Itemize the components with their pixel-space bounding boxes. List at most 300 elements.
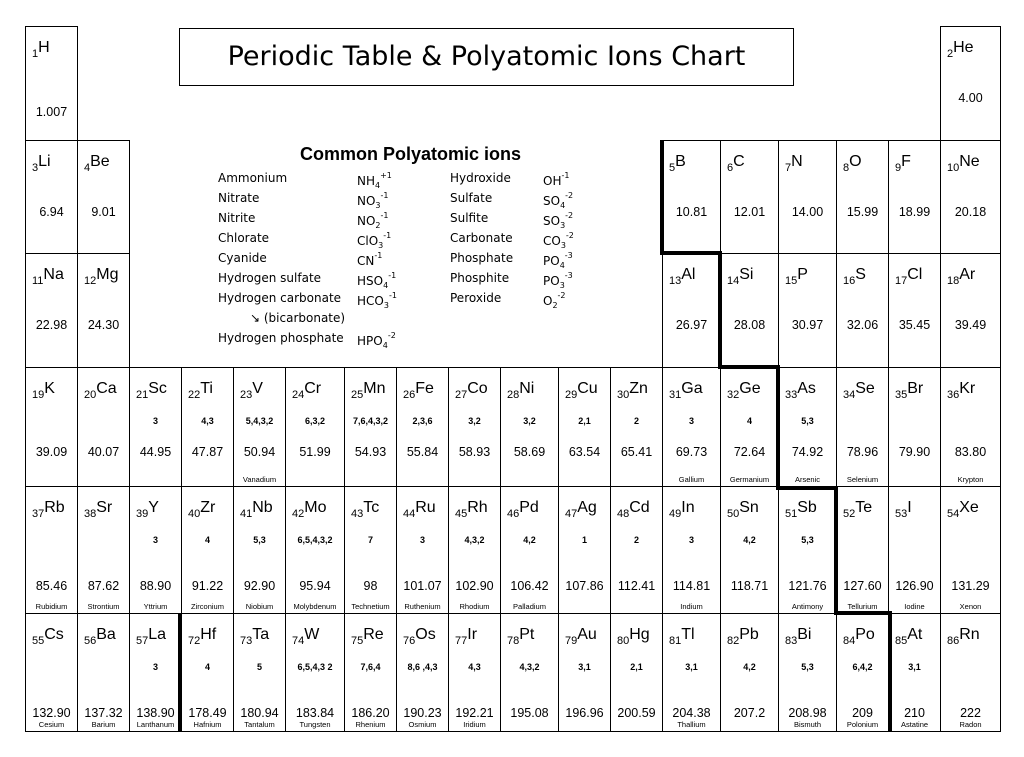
element-name: Hafnium (193, 720, 222, 729)
atomic-mass: 35.45 (898, 318, 931, 332)
element-cell-ne[interactable] (940, 140, 1001, 254)
atomic-mass: 87.62 (87, 579, 120, 593)
element-symbol (507, 626, 535, 647)
element-symbol (455, 380, 488, 401)
atomic-number: 40 (188, 508, 201, 520)
element-cell-k[interactable] (25, 367, 78, 487)
oxidation-states: 4,3,2 (464, 535, 485, 545)
atomic-number: 76 (403, 635, 416, 647)
atomic-mass: 132.90 (32, 706, 71, 720)
element-cell-au[interactable] (558, 613, 611, 732)
element-cell-at[interactable] (888, 613, 941, 732)
element-cell-rh[interactable] (448, 486, 501, 614)
element-name: Cesium (38, 720, 65, 729)
element-cell-i[interactable] (888, 486, 941, 614)
element-symbol-text: Ir (467, 626, 478, 643)
element-symbol (292, 499, 327, 520)
element-name: Selenium (846, 475, 879, 484)
element-cell-f[interactable] (888, 140, 941, 254)
element-symbol (895, 266, 923, 287)
element-symbol (32, 380, 55, 401)
polyatomic-ions-heading: Common Polyatomic ions (300, 144, 522, 164)
ion-name: Cyanide (218, 251, 267, 265)
atomic-mass: 4.00 (958, 91, 983, 105)
element-name: Rubidium (35, 602, 68, 611)
atomic-mass: 138.90 (136, 706, 175, 720)
atomic-number: 46 (507, 508, 520, 520)
element-symbol (669, 626, 695, 647)
atomic-number: 24 (292, 389, 305, 401)
oxidation-states: 7,6,4,3,2 (352, 416, 389, 426)
oxidation-states: 4,2 (523, 535, 536, 545)
element-symbol-text: P (797, 266, 808, 283)
element-cell-hg[interactable] (610, 613, 663, 732)
atomic-number: 7 (785, 162, 792, 174)
atomic-mass: 118.71 (730, 579, 769, 593)
element-cell-ni[interactable] (500, 367, 559, 487)
ion-formula: $HCO_3^{-1}$ (357, 291, 397, 310)
element-symbol-text: B (675, 153, 686, 170)
oxidation-states: 6,5,4,3,2 (297, 535, 333, 545)
element-name: Ruthenium (404, 602, 441, 611)
atomic-mass: 69.73 (675, 445, 708, 459)
element-symbol (727, 266, 754, 287)
element-symbol (785, 380, 816, 401)
atomic-mass: 192.21 (455, 706, 494, 720)
element-cell-la[interactable] (129, 613, 182, 732)
element-cell-v[interactable] (233, 367, 286, 487)
element-cell-re[interactable] (344, 613, 397, 732)
element-cell-sr[interactable] (77, 486, 130, 614)
element-symbol (240, 626, 270, 647)
element-cell-c[interactable] (720, 140, 779, 254)
element-symbol-text: Sn (739, 499, 759, 516)
element-symbol-text: Sc (148, 380, 167, 397)
atomic-mass: 183.84 (295, 706, 335, 720)
ion-formula: $SO_3^{-2}$ (543, 211, 574, 230)
element-symbol-text: As (797, 380, 816, 397)
element-name: Germanium (729, 475, 770, 484)
element-symbol (895, 153, 911, 174)
atomic-mass: 78.96 (846, 445, 879, 459)
ion-formula: $NH_4^{+1}$ (357, 171, 392, 190)
element-symbol (895, 499, 912, 520)
element-symbol-text: Zr (200, 499, 216, 516)
atomic-mass: 12.01 (733, 205, 766, 219)
element-name: Palladium (513, 602, 546, 611)
element-cell-as[interactable] (778, 367, 837, 487)
element-symbol (617, 626, 650, 647)
element-cell-cd[interactable] (610, 486, 663, 614)
element-symbol (565, 626, 597, 647)
atomic-number: 20 (84, 389, 97, 401)
element-cell-p[interactable] (778, 253, 837, 368)
atomic-mass: 196.96 (565, 706, 604, 720)
element-symbol (947, 39, 974, 60)
element-cell-ba[interactable] (77, 613, 130, 732)
element-symbol (947, 266, 976, 287)
element-cell-sc[interactable] (129, 367, 182, 487)
atomic-mass: 58.69 (513, 445, 546, 459)
bicarbonate-note: ↘ (bicarbonate) (250, 311, 346, 325)
atomic-number: 72 (188, 635, 201, 647)
element-cell-mn[interactable] (344, 367, 397, 487)
element-cell-mg[interactable] (77, 253, 130, 368)
atomic-number: 4 (84, 162, 91, 174)
element-cell-sn[interactable] (720, 486, 779, 614)
element-symbol-text: K (44, 380, 55, 397)
atomic-number: 50 (727, 508, 740, 520)
element-cell-y[interactable] (129, 486, 182, 614)
atomic-mass: 65.41 (620, 445, 653, 459)
element-cell-hf[interactable] (181, 613, 234, 732)
ion-formula-cell (357, 251, 382, 268)
ion-formula-cell (543, 171, 569, 188)
ion-name: Sulfate (450, 191, 493, 205)
atomic-number: 10 (947, 162, 960, 174)
oxidation-states: 4 (204, 662, 210, 672)
ion-formula: $PO_4^{-3}$ (543, 251, 573, 270)
atomic-number: 83 (785, 635, 798, 647)
element-symbol (507, 499, 539, 520)
element-cell-sb[interactable] (778, 486, 837, 614)
atomic-mass: 63.54 (568, 445, 601, 459)
element-cell-o[interactable] (836, 140, 889, 254)
ion-formula-cell (543, 191, 573, 210)
element-cell-zn[interactable] (610, 367, 663, 487)
element-name: Krypton (957, 475, 984, 484)
element-cell-in[interactable] (662, 486, 721, 614)
element-symbol-text: Hf (200, 626, 217, 643)
element-symbol-text: Ni (519, 380, 535, 397)
element-cell-pt[interactable] (500, 613, 559, 732)
element-cell-ca[interactable] (77, 367, 130, 487)
oxidation-states: 4,2 (743, 662, 756, 672)
atomic-mass: 92.90 (243, 579, 276, 593)
element-cell-ta[interactable] (233, 613, 286, 732)
oxidation-states: 3 (152, 416, 158, 426)
atomic-number: 25 (351, 389, 364, 401)
element-cell-h[interactable] (25, 26, 78, 141)
element-symbol (240, 499, 273, 520)
element-symbol-text: N (791, 153, 803, 170)
element-cell-cr[interactable] (285, 367, 345, 487)
element-symbol-text: O (849, 153, 862, 170)
element-symbol (136, 499, 159, 520)
element-symbol (84, 499, 113, 520)
element-cell-bi[interactable] (778, 613, 837, 732)
ion-formula: $NO_3^{-1}$ (357, 191, 389, 210)
element-name: Antimony (791, 602, 824, 611)
atomic-mass: 107.86 (565, 579, 604, 593)
element-cell-n[interactable] (778, 140, 837, 254)
element-cell-si[interactable] (720, 253, 779, 368)
element-name: Polonium (846, 720, 879, 729)
atomic-number: 5 (669, 162, 676, 174)
atomic-number: 49 (669, 508, 682, 520)
atomic-mass: 178.49 (188, 706, 227, 720)
divider-segment (660, 251, 721, 255)
oxidation-states: 3 (419, 535, 425, 545)
oxidation-states: 6,5,4,3 2 (297, 662, 333, 672)
atomic-mass: 91.22 (191, 579, 224, 593)
element-symbol-text: Na (43, 266, 64, 283)
element-symbol (727, 153, 745, 174)
element-cell-te[interactable] (836, 486, 889, 614)
element-cell-ir[interactable] (448, 613, 501, 732)
element-symbol-text: Au (577, 626, 597, 643)
atomic-mass: 131.29 (951, 579, 990, 593)
oxidation-states: 2,3,6 (412, 416, 433, 426)
atomic-number: 6 (727, 162, 734, 174)
element-cell-cl[interactable] (888, 253, 941, 368)
divider-segment (718, 365, 779, 369)
ion-name: Hydrogen carbonate (218, 291, 342, 305)
element-symbol-text: H (38, 39, 50, 56)
ion-formula-cell (357, 331, 396, 350)
element-symbol (843, 499, 873, 520)
element-cell-os[interactable] (396, 613, 449, 732)
ion-formula-cell (357, 171, 392, 190)
element-symbol (403, 380, 434, 401)
element-symbol-text: Bi (797, 626, 812, 643)
atomic-mass: 101.07 (403, 579, 442, 593)
element-symbol (403, 626, 436, 647)
element-symbol (32, 499, 65, 520)
atomic-number: 77 (455, 635, 468, 647)
oxidation-states: 3,2 (523, 416, 536, 426)
element-symbol-text: Al (681, 266, 696, 283)
element-symbol (785, 499, 817, 520)
element-cell-li[interactable] (25, 140, 78, 254)
element-cell-ag[interactable] (558, 486, 611, 614)
element-symbol (785, 626, 812, 647)
atomic-number: 17 (895, 275, 908, 287)
element-name: Vanadium (242, 475, 277, 484)
ion-name: Hydrogen sulfate (218, 271, 322, 285)
element-cell-cs[interactable] (25, 613, 78, 732)
oxidation-states: 3 (152, 662, 158, 672)
element-symbol-text: Sr (96, 499, 113, 516)
element-cell-rn[interactable] (940, 613, 1001, 732)
ion-formula-cell (357, 211, 389, 230)
element-cell-s[interactable] (836, 253, 889, 368)
atomic-mass: 204.38 (672, 706, 711, 720)
element-symbol (455, 626, 478, 647)
ion-formula-cell (357, 271, 396, 290)
element-name: Rhodium (459, 602, 490, 611)
element-cell-na[interactable] (25, 253, 78, 368)
element-symbol (727, 380, 761, 401)
atomic-mass: 50.94 (243, 445, 276, 459)
element-cell-po[interactable] (836, 613, 889, 732)
oxidation-states: 5,3 (253, 535, 266, 545)
atomic-number: 21 (136, 389, 149, 401)
atomic-mass: 126.90 (895, 579, 934, 593)
element-cell-ar[interactable] (940, 253, 1001, 368)
element-symbol-text: Ca (96, 380, 117, 397)
atomic-mass: 106.42 (510, 579, 549, 593)
element-cell-xe[interactable] (940, 486, 1001, 614)
atomic-number: 23 (240, 389, 253, 401)
ion-name: Ammonium (218, 171, 288, 185)
atomic-number: 41 (240, 508, 253, 520)
atomic-number: 34 (843, 389, 856, 401)
atomic-mass: 190.23 (403, 706, 442, 720)
element-symbol (947, 380, 976, 401)
element-cell-zr[interactable] (181, 486, 234, 614)
element-symbol (507, 380, 535, 401)
element-symbol (669, 266, 696, 287)
element-symbol (617, 499, 650, 520)
atomic-number: 48 (617, 508, 630, 520)
atomic-number: 80 (617, 635, 630, 647)
element-symbol-text: Zn (629, 380, 648, 397)
element-name: Indium (680, 602, 703, 611)
element-symbol (843, 626, 875, 647)
element-symbol (32, 153, 51, 174)
atomic-number: 9 (895, 162, 902, 174)
element-symbol (843, 153, 862, 174)
atomic-number: 33 (785, 389, 798, 401)
atomic-mass: 74.92 (791, 445, 824, 459)
element-cell-br[interactable] (888, 367, 941, 487)
element-symbol (843, 380, 875, 401)
atomic-number: 15 (785, 275, 798, 287)
element-cell-pb[interactable] (720, 613, 779, 732)
element-symbol-text: In (681, 499, 695, 516)
atomic-number: 79 (565, 635, 578, 647)
element-symbol (351, 499, 380, 520)
divider-segment (776, 486, 837, 490)
atomic-number: 57 (136, 635, 149, 647)
page-title: Periodic Table & Polyatomic Ions Chart (179, 28, 794, 86)
element-name: Barium (91, 720, 116, 729)
element-symbol (455, 499, 488, 520)
element-name: Technetium (351, 602, 390, 611)
atomic-number: 30 (617, 389, 630, 401)
element-cell-fe[interactable] (396, 367, 449, 487)
element-cell-pd[interactable] (500, 486, 559, 614)
element-symbol (136, 380, 167, 401)
oxidation-states: 4,3 (201, 416, 214, 426)
atomic-mass: 208.98 (788, 706, 827, 720)
atomic-mass: 18.99 (898, 205, 931, 219)
oxidation-states: 4,3 (468, 662, 481, 672)
oxidation-states: 2,1 (630, 662, 643, 672)
element-symbol (240, 380, 263, 401)
element-cell-se[interactable] (836, 367, 889, 487)
element-cell-ga[interactable] (662, 367, 721, 487)
divider-segment (776, 365, 780, 489)
element-symbol-text: Si (739, 266, 754, 283)
element-name: Radon (959, 720, 982, 729)
atomic-mass: 98 (363, 579, 378, 593)
element-cell-w[interactable] (285, 613, 345, 732)
element-cell-rb[interactable] (25, 486, 78, 614)
atomic-mass: 15.99 (846, 205, 879, 219)
atomic-number: 55 (32, 635, 45, 647)
element-symbol-text: Pd (519, 499, 539, 516)
element-symbol-text: Cs (44, 626, 64, 643)
element-cell-b[interactable] (662, 140, 721, 254)
element-name: Strontium (87, 602, 120, 611)
oxidation-states: 7,6,4 (360, 662, 381, 672)
element-name: Tungsten (299, 720, 331, 729)
ion-formula: $PO_3^{-3}$ (543, 271, 573, 290)
atomic-number: 54 (947, 508, 960, 520)
element-cell-be[interactable] (77, 140, 130, 254)
atomic-number: 42 (292, 508, 305, 520)
element-cell-nb[interactable] (233, 486, 286, 614)
element-symbol (669, 499, 695, 520)
divider-segment (718, 251, 722, 368)
divider-segment (660, 140, 664, 254)
element-symbol (895, 380, 924, 401)
element-cell-tc[interactable] (344, 486, 397, 614)
element-symbol-text: Tl (681, 626, 695, 643)
element-cell-kr[interactable] (940, 367, 1001, 487)
element-symbol (292, 380, 322, 401)
atomic-number: 52 (843, 508, 856, 520)
oxidation-states: 3,1 (908, 662, 921, 672)
element-symbol-text: La (148, 626, 167, 643)
element-symbol-text: Re (363, 626, 384, 643)
ion-name: Hydroxide (450, 171, 511, 185)
atomic-mass: 20.18 (954, 205, 987, 219)
element-symbol-text: Pb (739, 626, 759, 643)
element-symbol-text: Be (90, 153, 110, 170)
ion-name: Nitrate (218, 191, 260, 205)
element-cell-ge[interactable] (720, 367, 779, 487)
element-cell-al[interactable] (662, 253, 721, 368)
element-cell-he[interactable] (940, 26, 1001, 141)
atomic-mass: 6.94 (39, 205, 64, 219)
atomic-mass: 1.007 (35, 105, 68, 119)
element-symbol (32, 626, 64, 647)
ion-formula: $CN^{-1}$ (357, 251, 383, 268)
element-symbol-text: Se (855, 380, 875, 397)
element-cell-ti[interactable] (181, 367, 234, 487)
element-symbol-text: Sb (797, 499, 817, 516)
element-symbol-text: At (907, 626, 923, 643)
oxidation-states: 3 (152, 535, 158, 545)
element-symbol-text: Ba (96, 626, 116, 643)
element-symbol-text: V (252, 380, 263, 397)
element-cell-co[interactable] (448, 367, 501, 487)
element-cell-mo[interactable] (285, 486, 345, 614)
atomic-mass: 209 (852, 706, 873, 720)
atomic-mass: 102.90 (455, 579, 494, 593)
ion-formula: $NO_2^{-1}$ (357, 211, 389, 230)
oxidation-states: 4 (204, 535, 210, 545)
atomic-mass: 95.94 (299, 579, 331, 593)
element-cell-ru[interactable] (396, 486, 449, 614)
oxidation-states: 5,3 (801, 662, 814, 672)
atomic-number: 56 (84, 635, 97, 647)
element-symbol-text: F (901, 153, 911, 170)
atomic-number: 73 (240, 635, 253, 647)
atomic-number: 85 (895, 635, 908, 647)
element-name: Thallium (677, 720, 706, 729)
element-name: Niobium (245, 602, 274, 611)
element-cell-tl[interactable] (662, 613, 721, 732)
atomic-number: 22 (188, 389, 201, 401)
ion-formula: ClO$_3^{-1}$ (357, 231, 392, 250)
element-cell-cu[interactable] (558, 367, 611, 487)
atomic-mass: 39.49 (954, 318, 987, 332)
ion-name: Phosphite (450, 271, 510, 285)
